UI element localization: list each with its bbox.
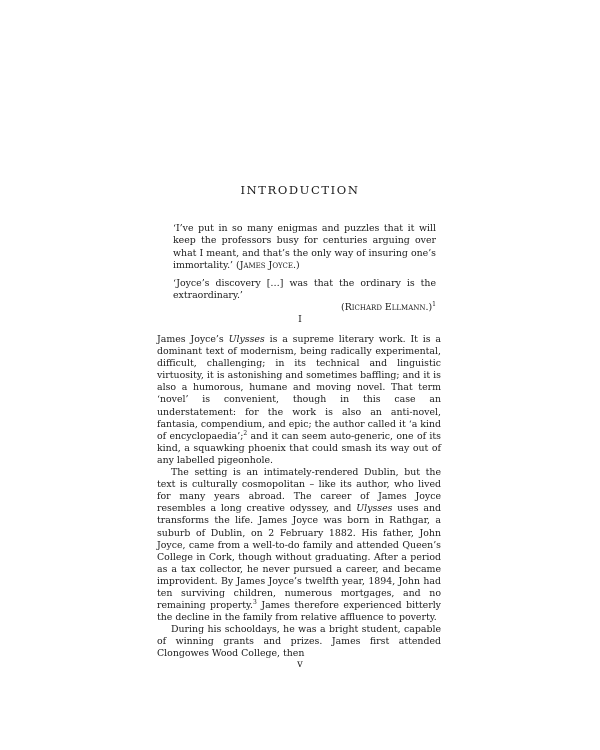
epigraph-ellmann	[173, 278, 436, 315]
text-run: uses and transforms the life. James Joyce was born in Rathgar, a suburb of Dublin, on 2 February 1882. His father, John Joyce, came from a well-to-do family and attended Queen’s College in Cork, though without graduating. After a period as a tax collector, he never pursued a career, and became improvident. By James Joyce’s twelfth year, 1894, John had ten surviving children, numerous mortgages, and no remaining property.	[157, 503, 441, 612]
epigraph-attribution-line	[173, 302, 436, 314]
text-run: and it can seem auto-generic, one of its kind, a squawking phoenix that could smash its way out of any labelled pigeonhole.	[157, 430, 441, 466]
body-text	[157, 334, 441, 661]
epigraph-attribution: (Richard Ellmann.)	[341, 302, 433, 314]
page-number: v	[297, 659, 303, 670]
epigraph-text: ‘I’ve put in so many enigmas and puzzles that it will keep the professors busy for centuries arguing over what I meant, and that’s the only way of insuring one’s immortality.’	[173, 223, 436, 272]
book-title-italic: Ulysses	[356, 503, 393, 515]
paragraph	[157, 334, 441, 467]
epigraph-joyce	[173, 223, 436, 273]
footnote-marker: 1	[432, 301, 436, 309]
paragraph	[157, 467, 441, 624]
epigraph-attribution: (James Joyce.)	[236, 260, 300, 272]
chapter-title: INTRODUCTION	[240, 183, 360, 197]
footnote-marker: 3	[253, 598, 257, 606]
book-title-italic: Ulysses	[228, 334, 265, 345]
text-run: During his schooldays, he was a bright student, capable of winning grants and prizes. James first attended Clongowes Wood College, then	[157, 624, 441, 660]
epigraph-text: ‘Joyce’s discovery […] was that the ordinary is the extraordinary.’	[173, 277, 436, 302]
epigraphs	[173, 223, 436, 315]
paragraph	[157, 624, 441, 660]
text-run: James Joyce’s	[157, 334, 229, 345]
section-number: I	[298, 314, 302, 325]
text-run: is a supreme literary work. It is a dominant text of modernism, being radically experimental, difficult, challenging; in its technical and linguistic virtuosity, it is astonishing and sometimes baffling; and it is also a humorous, humane and moving novel. That term ‘novel’ is convenient, though in this case an understatement: for the work is also an anti-novel, fantasia, compendium, and epic; the author called it ‘a kind of encyclopaedia’;	[157, 334, 441, 442]
footnote-marker: 2	[243, 429, 248, 437]
text-run: The setting is an intimately-rendered Dublin, but the text is culturally cosmopolitan – like its author, who lived for many years abroad. The career of James Joyce resembles a long creative odyssey, and	[157, 467, 441, 515]
text-run: James therefore experienced bitterly the decline in the family from relative affluence to poverty.	[157, 600, 441, 624]
